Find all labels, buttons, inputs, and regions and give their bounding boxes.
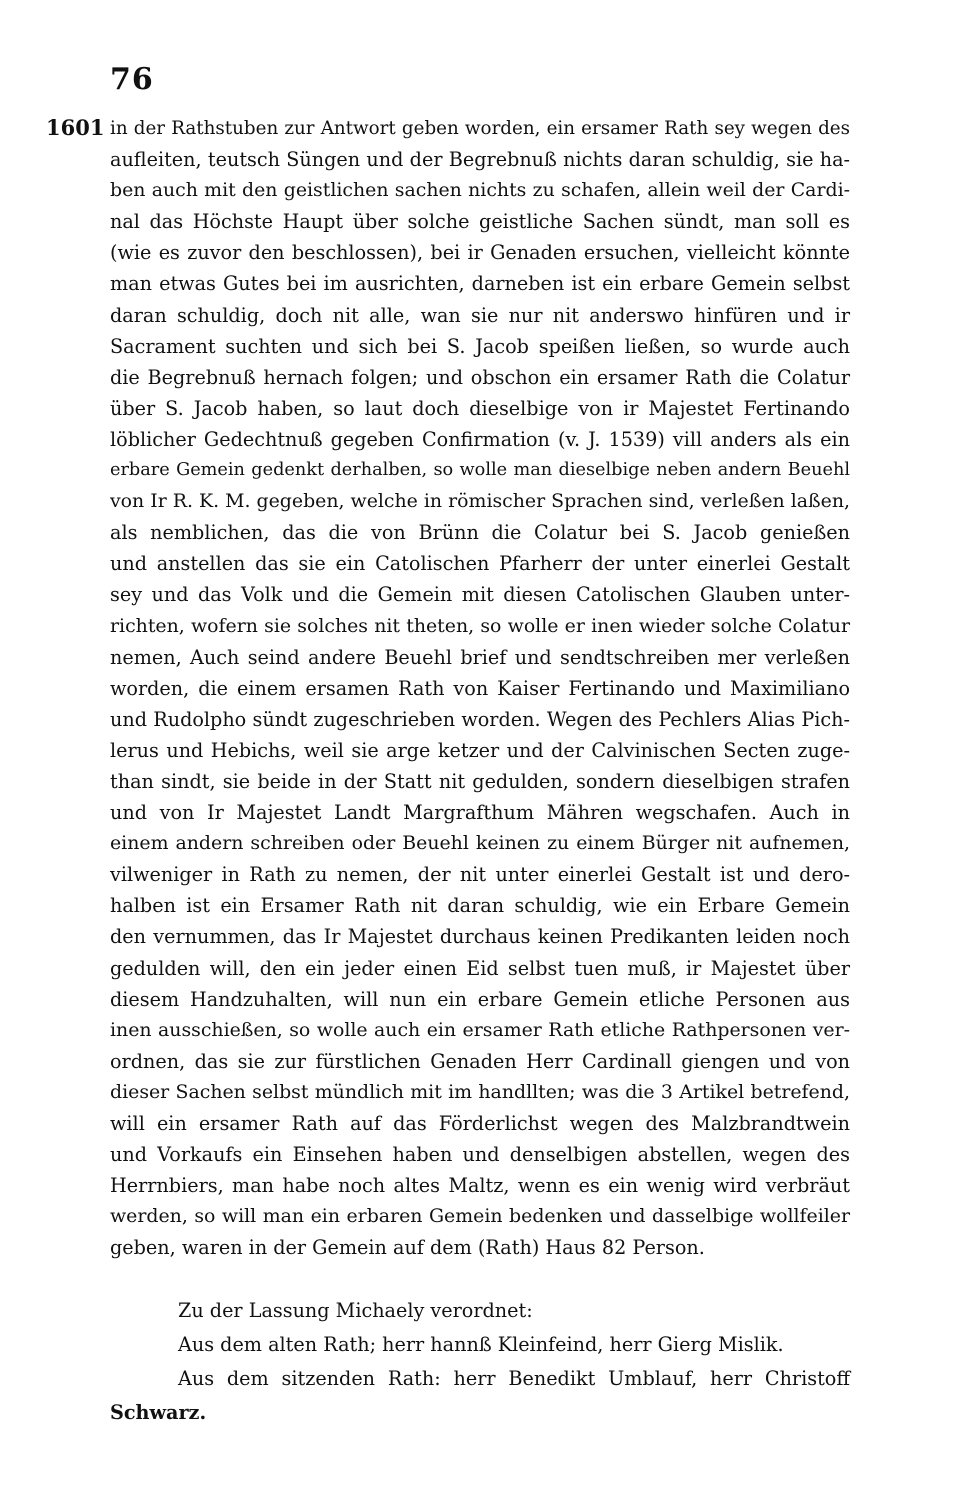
text-line: einem andern schreiben oder Beuehl keinen zu einem Bürger nit aufnemen, <box>110 832 850 855</box>
text-line: von Ir R. K. M. gegeben, welche in römischer Sprachen sind, verleßen laßen, <box>110 490 850 513</box>
text-line: werden, so will man ein erbaren Gemein bedenken und dasselbige wollfeiler <box>110 1205 850 1228</box>
text-line: nal das Höchste Haupt über solche geistliche Sachen sündt, man soll es <box>110 210 850 234</box>
list-heading: Zu der Lassung Michaely verordnet: <box>178 1299 533 1322</box>
text-line: inen ausschießen, so wolle auch ein ersamer Rath etliche Rathpersonen ver- <box>110 1018 850 1041</box>
text-line: und Rudolpho sündt zugeschrieben worden. Wegen des Pechlers Alias Pich- <box>110 707 850 731</box>
text-line: richten, wofern sie solches nit theten, so wolle er inen wieder solche Colatur <box>110 614 850 637</box>
text-line: diesem Handzuhalten, will nun ein erbare Gemein etliche Personen aus <box>110 987 850 1011</box>
text-line: erbare Gemein gedenkt derhalben, so wolle man dieselbige neben andern Beuehl <box>110 460 850 481</box>
text-line: sey und das Volk und die Gemein mit diesen Catolischen Glauben unter- <box>110 583 850 607</box>
text-line: als nemblichen, das die von Brünn die Colatur bei S. Jacob genießen <box>110 521 850 545</box>
text-line: den vernummen, das Ir Majestet durchaus keinen Predikanten leiden noch <box>110 925 850 949</box>
text-line: und von Ir Majestet Landt Margrafthum Mähren wegschafen. Auch in <box>110 801 850 825</box>
list-item-continuation: Schwarz. <box>110 1401 207 1424</box>
text-line: gedulden will, den ein jeder einen Eid selbst tuen muß, ir Majestet über <box>110 956 850 980</box>
text-line: ben auch mit den geistlichen sachen nichts zu schafen, allein weil der Cardi- <box>110 179 850 202</box>
text-line: than sindt, sie beide in der Statt nit gedulden, sondern dieselbigen strafen <box>110 769 850 793</box>
text-line: Herrnbiers, man habe noch altes Maltz, wenn es ein wenig wird verbräut <box>110 1174 850 1198</box>
text-line: halben ist ein Ersamer Rath nit daran schuldig, wie ein Erbare Gemein <box>110 894 850 918</box>
text-line: und Vorkaufs ein Einsehen haben und denselbigen abstellen, wegen des <box>110 1143 850 1167</box>
text-line: ordnen, das sie zur fürstlichen Genaden Herr Cardinall giengen und von <box>110 1049 850 1073</box>
text-line: worden, die einem ersamen Rath von Kaiser Fertinando und Maximiliano <box>110 676 850 700</box>
text-line: über S. Jacob haben, so laut doch dieselbige von ir Majestet Fertinando <box>110 396 850 420</box>
text-line: vilweniger in Rath zu nemen, der nit unter einerlei Gestalt ist und dero- <box>110 863 850 887</box>
text-line: löblicher Gedechtnuß gegeben Confirmation (v. J. 1539) vill anders als ein <box>110 427 850 451</box>
text-line: die Begrebnuß hernach folgen; und obschon ein ersamer Rath die Colatur <box>110 365 850 389</box>
appointment-list <box>110 1294 850 1430</box>
text-line: lerus und Hebichs, weil sie arge ketzer und der Calvinischen Secten zuge- <box>110 738 850 762</box>
text-line: nemen, Auch seind andere Beuehl brief und sendtschreiben mer verleßen <box>110 645 850 669</box>
list-item-old-council: Aus dem alten Rath; herr hannß Kleinfeind, herr Gierg Mislik. <box>178 1333 784 1356</box>
text-line: und anstellen das sie ein Catolischen Pfarherr der unter einerlei Gestalt <box>110 552 850 576</box>
list-item-sitting-council: Aus dem sitzenden Rath: herr Benedikt Umblauf, herr Christoff <box>178 1367 850 1390</box>
text-line: dieser Sachen selbst mündlich mit im handllten; was die 3 Artikel betrefend, <box>110 1080 850 1103</box>
page-number: 76 <box>110 62 154 97</box>
main-paragraph <box>110 113 850 1263</box>
text-line: daran schuldig, doch nit alle, wan sie nur nit anderswo hinfüren und ir <box>110 303 850 327</box>
text-line: Sacrament suchten und sich bei S. Jacob speißen ließen, so wurde auch <box>110 334 850 358</box>
text-line: will ein ersamer Rath auf das Förderlichst wegen des Malzbrandtwein <box>110 1112 850 1135</box>
text-line: aufleiten, teutsch Süngen und der Begrebnuß nichts daran schuldig, sie ha- <box>110 148 850 172</box>
text-line: man etwas Gutes bei im ausrichten, darneben ist ein erbare Gemein selbst <box>110 272 850 296</box>
year-margin-note: 1601 <box>46 115 105 140</box>
text-line: in der Rathstuben zur Antwort geben worden, ein ersamer Rath sey wegen des <box>110 118 850 139</box>
text-line: (wie es zuvor den beschlossen), bei ir Genaden ersuchen, vielleicht könnte <box>110 241 850 265</box>
text-line: geben, waren in der Gemein auf dem (Rath) Haus 82 Person. <box>110 1236 705 1260</box>
